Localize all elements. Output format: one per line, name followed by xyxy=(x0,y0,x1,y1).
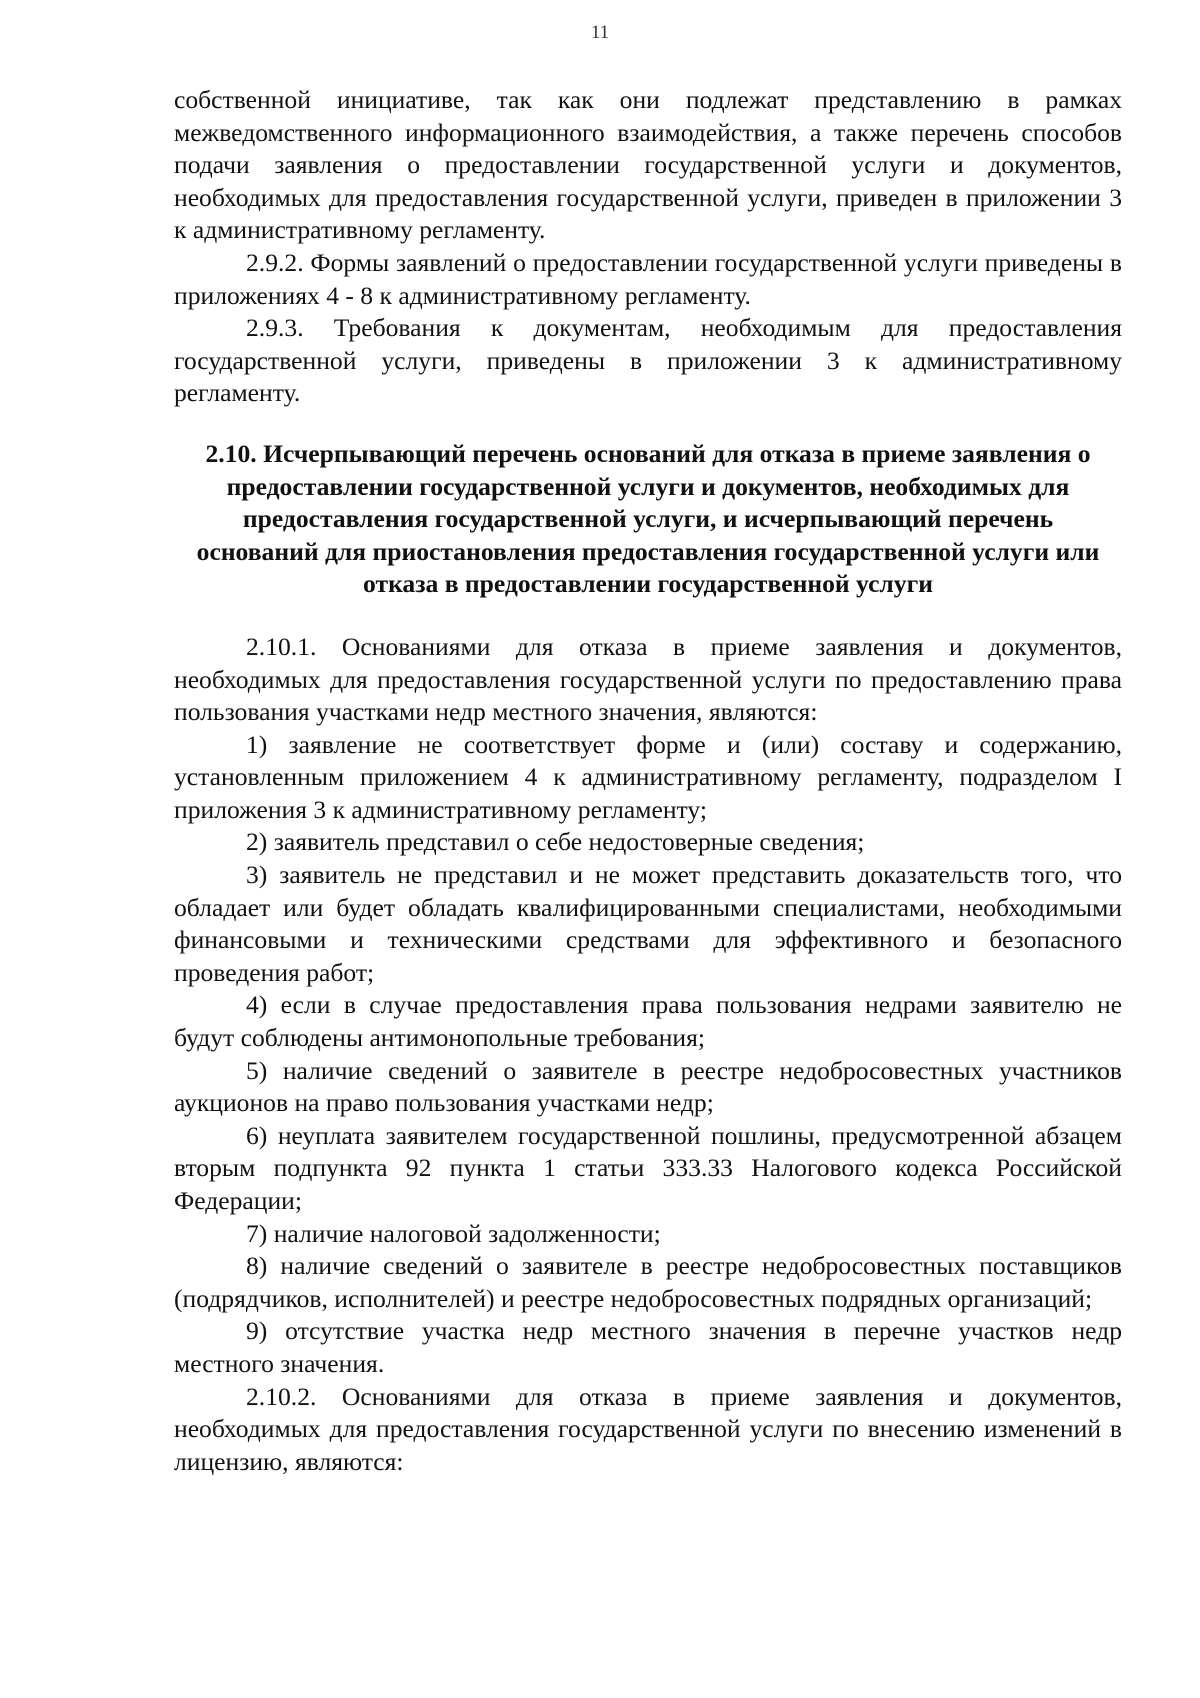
paragraph-2-9-2: 2.9.2. Формы заявлений о предоставлении государственной услуги приведены в приложениях 4 - 8 к административному регламенту. xyxy=(174,247,1122,310)
list-item-7: 7) наличие налоговой задолженности; xyxy=(246,1218,661,1248)
paragraph-continuation: собственной инициативе, так как они подлежат представлению в рамках межведомственного информационного взаимодействия, а также перечень способов подачи заявления о предоставлении государственной услуги и документов, необходимых для предоставления государственной услуги, приведен в приложении 3 к административному регламенту. xyxy=(174,85,1122,245)
spacer xyxy=(174,601,1122,631)
list-item-5: 5) наличие сведений о заявителе в реестре недобросовестных участников аукционов на право пользования участками недр; xyxy=(174,1055,1122,1118)
list-item-4: 4) если в случае предоставления права пользования недрами заявителю не будут соблюдены антимонопольные требования; xyxy=(174,990,1122,1053)
list-item-2: 2) заявитель представил о себе недостоверные сведения; xyxy=(246,827,865,857)
list-item-1: 1) заявление не соответствует форме и (или) составу и содержанию, установленным приложением 4 к административному регламенту, подразделом I приложения 3 к административному регламенту; xyxy=(174,729,1122,824)
list-item-3: 3) заявитель не представил и не может представить доказательств того, что обладает или будет обладать квалифицированными специалистами, необходимыми финансовыми и техническими средствами для эффективного и безопасного проведения работ; xyxy=(174,860,1122,987)
document-body xyxy=(174,84,1122,1478)
list-item-9: 9) отсутствие участка недр местного значения в перечне участков недр местного значения. xyxy=(174,1316,1122,1378)
section-heading-2-10: 2.10. Исчерпывающий перечень оснований для отказа в приеме заявления о предоставлении государственной услуги и документов, необходимых для предоставления государственной услуги, и исчерпывающий перечень оснований для приостановления предоставления государственной услуги или отказа в предоставлении государственной услуги xyxy=(196,438,1100,599)
paragraph-2-10-2: 2.10.2. Основаниями для отказа в приеме заявления и документов, необходимых для предоставления государственной услуги по внесению изменений в лицензию, являются: xyxy=(174,1381,1122,1476)
spacer xyxy=(174,410,1122,438)
list-item-8: 8) наличие сведений о заявителе в реестре недобросовестных поставщиков (подрядчиков, исполнителей) и реестре недобросовестных подрядных организаций; xyxy=(174,1251,1122,1313)
paragraph-2-9-3: 2.9.3. Требования к документам, необходимым для предоставления государственной услуги, приведены в приложении 3 к административному регламенту. xyxy=(174,313,1122,408)
page-number: 11 xyxy=(590,22,610,43)
list-item-6: 6) неуплата заявителем государственной пошлины, предусмотренной абзацем вторым подпункта 92 пункта 1 статьи 333.33 Налогового кодекса Российской Федерации; xyxy=(174,1120,1122,1215)
paragraph-2-10-1: 2.10.1. Основаниями для отказа в приеме заявления и документов, необходимых для предоставления государственной услуги по предоставлению права пользования участками недр местного значения, являются: xyxy=(174,631,1122,727)
